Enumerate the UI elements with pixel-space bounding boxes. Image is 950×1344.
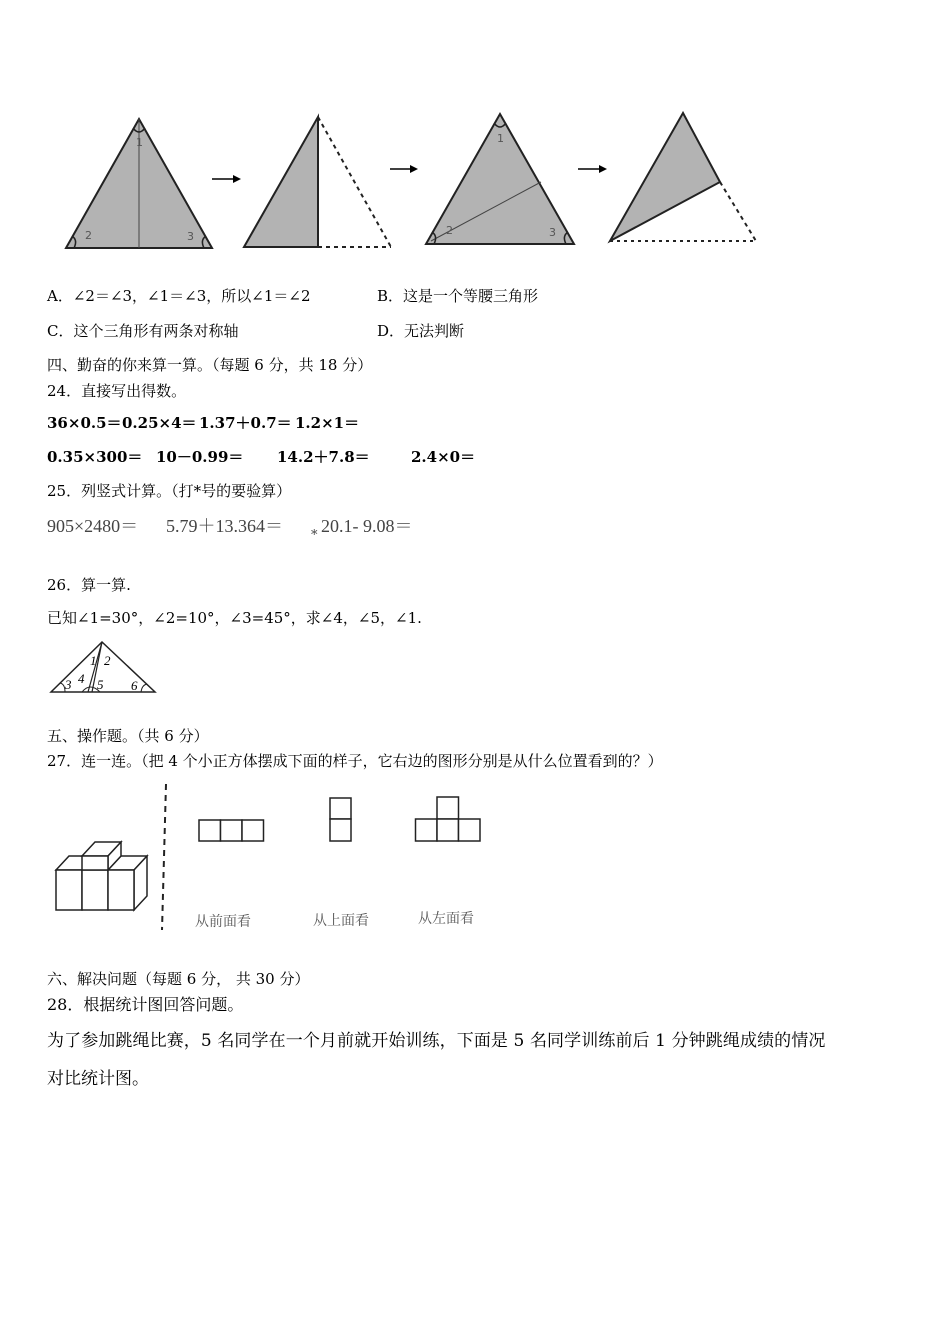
q24-title: 24．直接写出得数。: [47, 382, 187, 400]
view-label-front: 从前面看: [195, 914, 251, 930]
separator-dashed-line: [162, 784, 166, 930]
option-a: A．∠2＝∠3，∠1＝∠3，所以∠1＝∠2: [47, 287, 311, 305]
section-6-title: 六、解决问题（每题 6 分， 共 30 分）: [47, 970, 310, 988]
arrow-3-head: [599, 165, 607, 173]
section-5-title: 五、操作题。（共 6 分）: [47, 727, 209, 745]
q26-label-4: 4: [78, 671, 85, 686]
option-d: D．无法判断: [377, 322, 465, 340]
q25-title: 25．列竖式计算。（打*号的要验算）: [47, 482, 292, 500]
q28-text-line-1: 为了参加跳绳比赛，5 名同学在一个月前就开始训练，下面是 5 名同学训练前后 1 分钟跳绳成绩的情况: [47, 1031, 826, 1051]
triangle-4-folded: [610, 113, 720, 241]
q24-r1-c4: 1.2×1＝: [295, 414, 360, 432]
triangle-folding-figure: [0, 0, 950, 270]
q24-r1-c3: 1.37＋0.7＝: [199, 414, 292, 432]
q26-triangle-figure: [48, 638, 168, 698]
q24-r2-c1: 0.35×300＝: [47, 448, 143, 466]
t1-label-2: 2: [85, 229, 92, 242]
q26-title: 26．算一算.: [47, 576, 131, 594]
option-c: C．这个三角形有两条对称轴: [47, 322, 239, 340]
arrow-1-head: [233, 175, 241, 183]
q24-r2-c2: 10－0.99＝: [156, 448, 244, 466]
triangle-2-dashed-side: [318, 117, 391, 247]
q26-arc-right: [141, 684, 147, 692]
q25-star: *: [311, 528, 318, 543]
q28-text-line-2: 对比统计图。: [47, 1069, 149, 1089]
q24-r2-c4: 2.4×0＝: [411, 448, 476, 466]
q25-expr-2: 5.79＋13.364＝: [166, 516, 283, 536]
t3-label-3: 3: [549, 226, 556, 239]
view-label-left: 从左面看: [418, 911, 474, 927]
arrow-2-head: [410, 165, 418, 173]
q26-label-5: 5: [97, 677, 104, 692]
q26-given: 已知∠1=30°，∠2=10°，∠3=45°，求∠4，∠5，∠1.: [47, 609, 422, 627]
t3-label-1: 1: [497, 132, 504, 145]
q24-r1-c1: 36×0.5＝: [47, 414, 122, 432]
view-top: [330, 798, 351, 841]
q26-label-6: 6: [131, 678, 138, 693]
q28-title: 28．根据统计图回答问题。: [47, 995, 244, 1014]
view-left: [416, 797, 481, 841]
q24-r1-c2: 0.25×4＝: [122, 414, 197, 432]
view-front: [199, 820, 264, 841]
q26-label-3: 3: [65, 677, 72, 692]
q25-expr-3: 20.1- 9.08＝: [321, 516, 413, 536]
q27-title: 27．连一连。（把 4 个小正方体摆成下面的样子，它右边的图形分别是从什么位置看到的？）: [47, 752, 663, 770]
option-b: B．这是一个等腰三角形: [377, 287, 539, 305]
section-4-title: 四、勤奋的你来算一算。（每题 6 分，共 18 分）: [47, 356, 373, 374]
t1-label-3: 3: [187, 230, 194, 243]
triangle-2-half: [244, 117, 318, 247]
q24-r2-c3: 14.2＋7.8＝: [277, 448, 370, 466]
cube-stack: [56, 842, 147, 910]
q26-label-1: 1: [90, 653, 97, 668]
t1-label-1: 1: [136, 136, 143, 149]
q26-label-2: 2: [104, 653, 111, 668]
triangle-4-dashed-side: [720, 182, 756, 241]
view-label-top: 从上面看: [313, 913, 369, 929]
q25-expr-1: 905×2480＝: [47, 516, 139, 536]
t3-label-2: 2: [446, 224, 453, 237]
